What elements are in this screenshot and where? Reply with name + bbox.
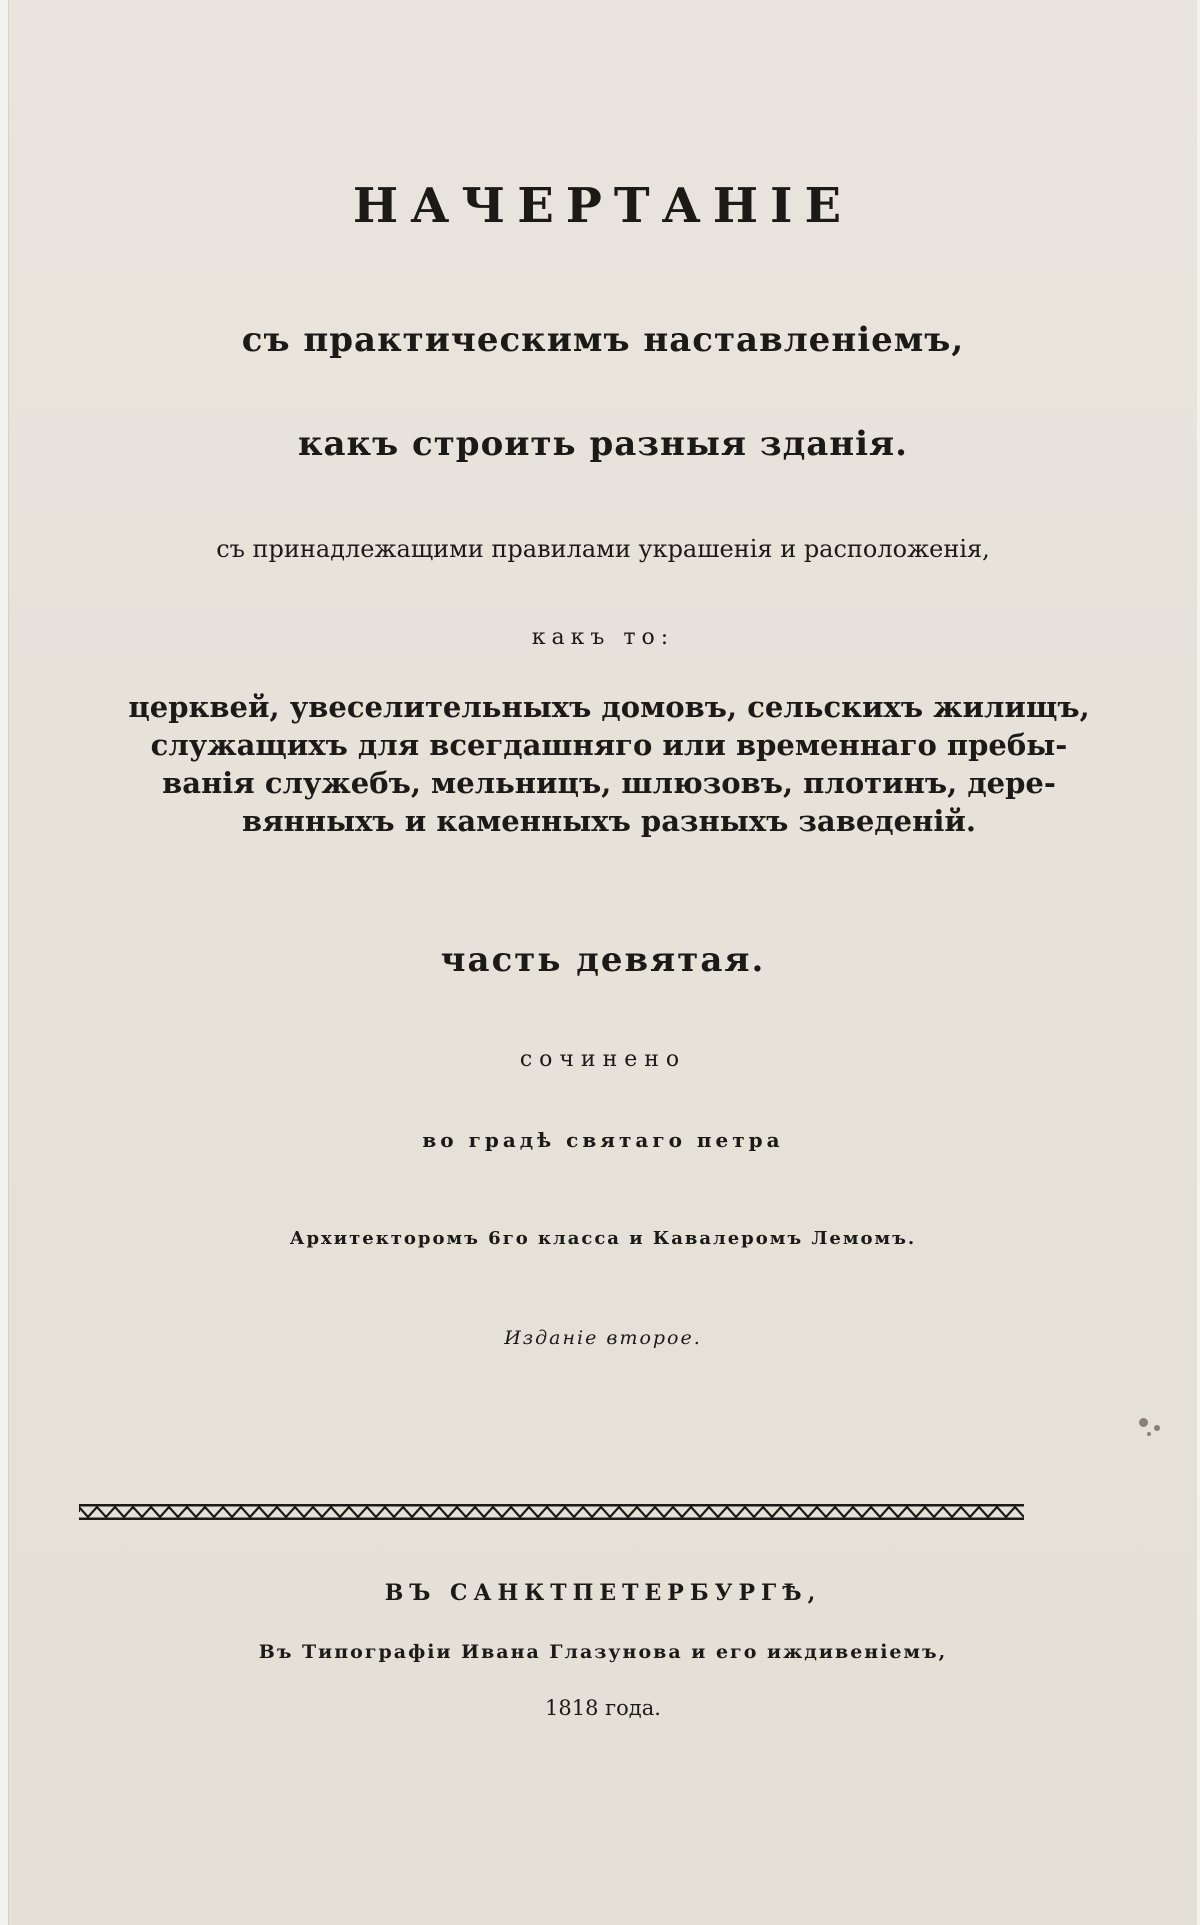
building-types-line: вянныхъ и каменныхъ разныхъ заведеній. xyxy=(242,804,976,838)
imprint-press: Въ Типографіи Ивана Глазунова и его иждивеніемъ, xyxy=(258,1641,948,1663)
building-types-line: ванія служебъ, мельницъ, шлюзовъ, плотинъ, дере- xyxy=(162,766,1056,800)
title-page xyxy=(8,0,1197,1925)
kak-to-label: какъ то: xyxy=(531,625,675,650)
edition-label: Изданіе второе. xyxy=(504,1327,702,1349)
imprint-city: ВЪ САНКТПЕТЕРБУРГѢ, xyxy=(384,1580,822,1606)
subtitle-practical-instruction: съ практическимъ наставленіемъ, xyxy=(241,320,965,360)
imprint-year: 1818 года. xyxy=(545,1696,661,1720)
subtitle-how-to-build: какъ строить разныя зданія. xyxy=(297,424,909,464)
foxing-spot xyxy=(1154,1425,1160,1431)
building-types-line: церквей, увеселительныхъ домовъ, сельскихъ жилищъ, xyxy=(128,690,1090,724)
part-number: часть девятая. xyxy=(440,940,766,980)
city-of-composition: во градѣ святаго петра xyxy=(422,1128,784,1152)
foxing-spot xyxy=(1139,1418,1148,1427)
foxing-spot xyxy=(1147,1432,1151,1436)
building-types-list xyxy=(69,688,1149,840)
composed-label: сочинено xyxy=(519,1047,687,1072)
book-title: НАЧЕРТАНІЕ xyxy=(352,178,854,234)
subtitle-decoration-rules: съ принадлежащими правилами украшенія и расположенія, xyxy=(216,535,990,563)
author-line: Архитекторомъ 6го класса и Кавалеромъ Лемомъ. xyxy=(289,1228,917,1249)
building-types-line: служащихъ для всегдашняго или временнаго пребы- xyxy=(150,728,1068,762)
ornamental-rule xyxy=(79,1502,1024,1522)
